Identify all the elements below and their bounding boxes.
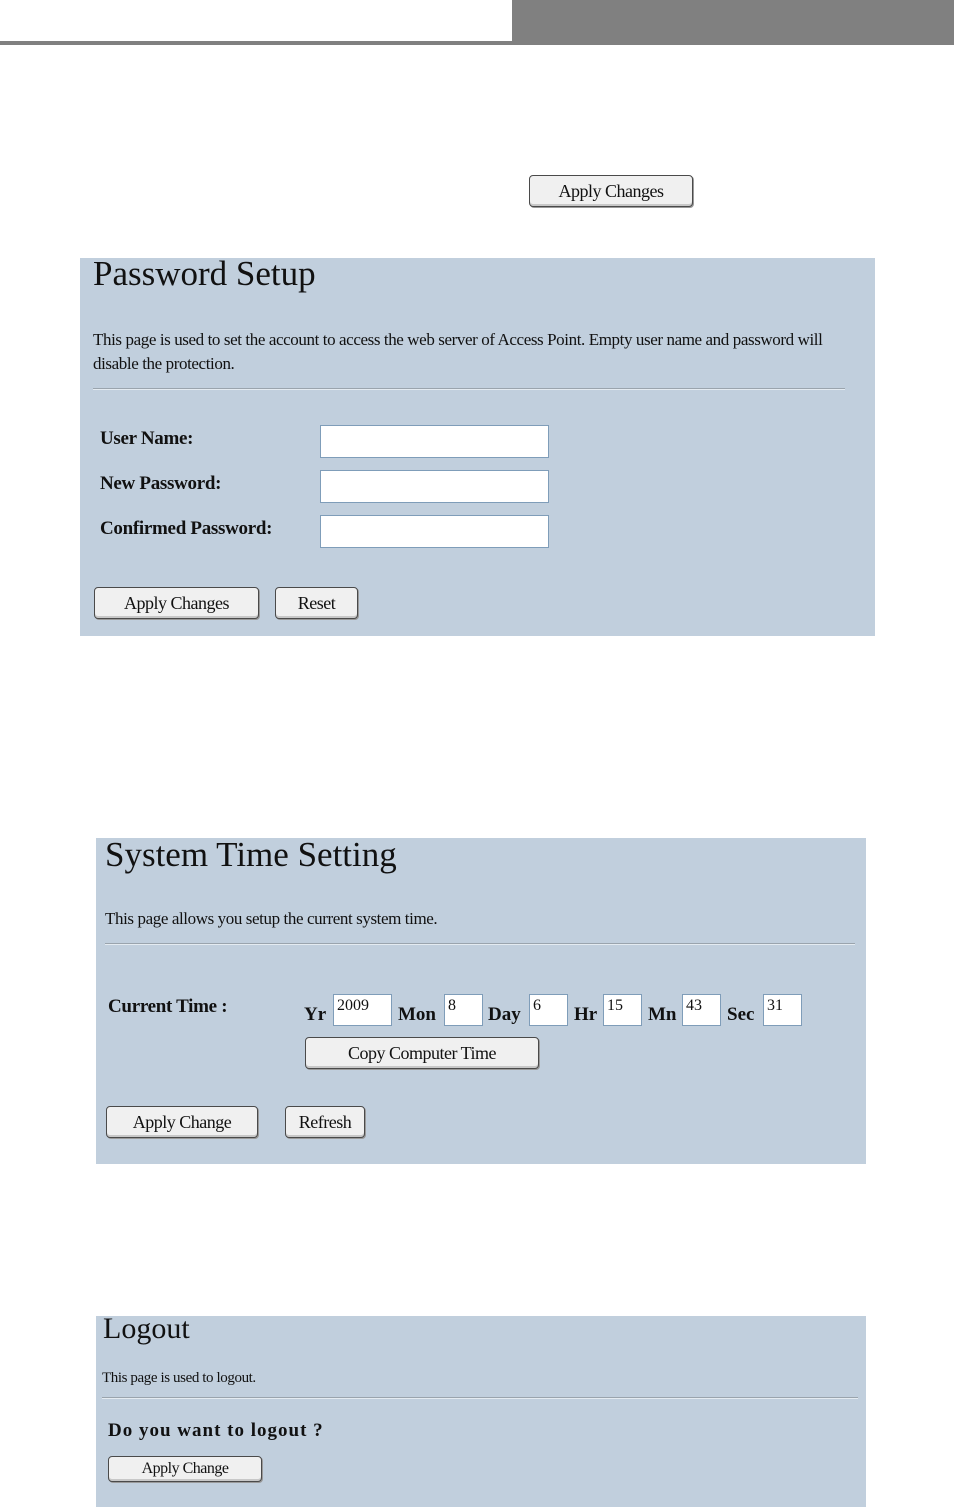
current-time-label: Current Time : — [108, 996, 228, 1017]
logout-title: Logout — [103, 1312, 190, 1345]
password-setup-description: This page is used to set the account to access the web server of Access Point. Empty user name and password will disable the protection. — [93, 330, 823, 373]
header-rule — [0, 41, 512, 45]
time-apply-change-button[interactable]: Apply Change — [106, 1106, 258, 1138]
day-label: Day — [488, 1004, 521, 1025]
copy-computer-time-button[interactable]: Copy Computer Time — [305, 1037, 539, 1069]
year-input[interactable]: 2009 — [333, 994, 392, 1026]
year-label: Yr — [304, 1004, 327, 1025]
second-label: Sec — [727, 1004, 755, 1025]
password-setup-title: Password Setup — [93, 254, 316, 293]
confirmed-password-input[interactable] — [320, 515, 549, 548]
minute-input[interactable]: 43 — [682, 994, 721, 1026]
day-input[interactable]: 6 — [529, 994, 568, 1026]
logout-apply-change-button[interactable]: Apply Change — [108, 1456, 262, 1482]
system-time-divider — [105, 943, 855, 945]
hour-label: Hr — [574, 1004, 598, 1025]
top-apply-changes-button[interactable]: Apply Changes — [529, 175, 693, 207]
logout-question: Do you want to logout ? — [108, 1420, 324, 1441]
user-name-label: User Name: — [100, 428, 194, 449]
new-password-input[interactable] — [320, 470, 549, 503]
month-label: Mon — [398, 1004, 436, 1025]
hour-input[interactable]: 15 — [603, 994, 642, 1026]
header-bar — [512, 0, 954, 45]
system-time-title: System Time Setting — [105, 835, 397, 874]
password-apply-changes-button[interactable]: Apply Changes — [94, 587, 259, 619]
logout-divider — [102, 1397, 858, 1399]
user-name-input[interactable] — [320, 425, 549, 458]
password-setup-divider — [93, 388, 845, 390]
system-time-description: This page allows you setup the current system time. — [105, 909, 438, 928]
refresh-button[interactable]: Refresh — [285, 1106, 365, 1138]
month-input[interactable]: 8 — [444, 994, 483, 1026]
new-password-label: New Password: — [100, 473, 222, 494]
confirmed-password-label: Confirmed Password: — [100, 518, 273, 539]
second-input[interactable]: 31 — [763, 994, 802, 1026]
logout-description: This page is used to logout. — [102, 1370, 256, 1386]
minute-label: Mn — [648, 1004, 677, 1025]
password-reset-button[interactable]: Reset — [275, 587, 358, 619]
